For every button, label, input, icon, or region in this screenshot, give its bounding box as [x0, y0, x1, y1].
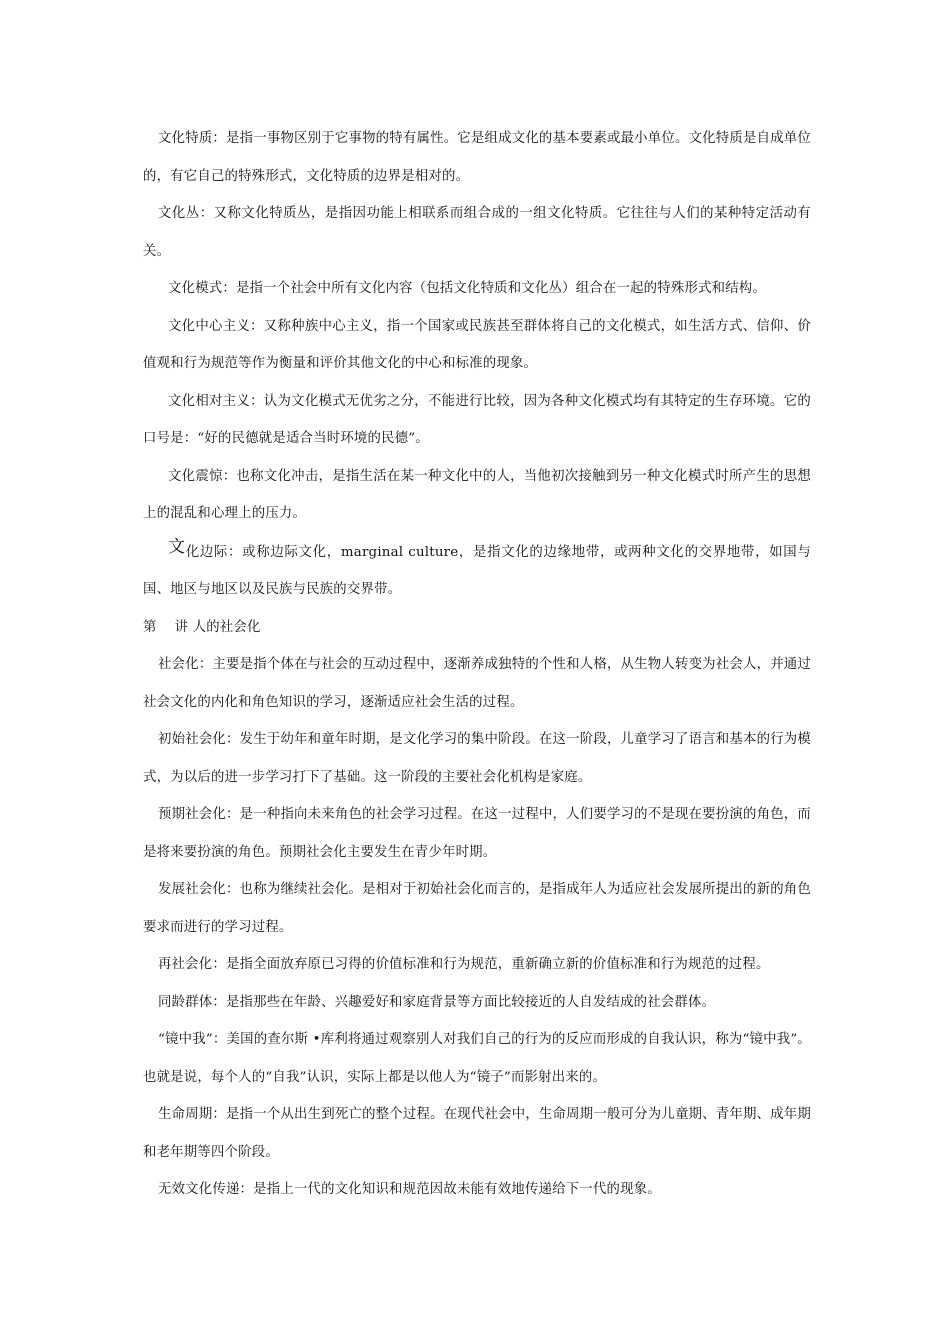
paragraph-culture-shock: 文化震惊：也称文化冲击，是指生活在某一种文化中的人，当他初次接触到另一种文化模式时所产生的思想上的混乱和心理上的压力。 — [143, 468, 811, 521]
paragraph-marginal-culture-text: 化边际：或称边际文化，marginal culture，是指文化的边缘地带，或两种文化的交界地带，如国与国、地区与地区以及民族与民族的交界带。 — [143, 544, 812, 597]
chapter-heading-title: 讲 人的社会化 — [174, 619, 261, 635]
paragraph-marginal-culture — [143, 533, 811, 609]
paragraph-cultural-relativism: 文化相对主义：认为文化模式无优劣之分，不能进行比较，因为各种文化模式均有其特定的生存环境。它的口号是：“好的民德就是适合当时环境的民德”。 — [143, 393, 811, 446]
paragraph-resocialization: 再社会化：是指全面放弃原已习得的价值标准和行为规范，重新确立新的价值标准和行为规范的过程。 — [158, 957, 770, 972]
chapter-heading — [143, 609, 811, 647]
paragraph-culture-complex: 文化丛：又称文化特质丛，是指因功能上相联系而组合成的一组文化特质。它往往与人们的某种特定活动有关。 — [143, 206, 811, 259]
paragraph-socialization: 社会化：主要是指个体在与社会的互动过程中，逐渐养成独特的个性和人格，从生物人转变为社会人，并通过社会文化的内化和角色知识的学习，逐渐适应社会生活的过程。 — [143, 657, 811, 710]
paragraph-developmental-socialization: 发展社会化：也称为继续社会化。是相对于初始社会化而言的，是指成年人为适应社会发展所提出的新的角色要求而进行的学习过程。 — [143, 882, 811, 935]
paragraph-anticipatory-socialization: 预期社会化：是一种指向未来角色的社会学习过程。在这一过程中，人们要学习的不是现在要扮演的角色，而是将来要扮演的角色。预期社会化主要发生在青少年时期。 — [143, 807, 811, 860]
paragraph-ineffective-transmission: 无效文化传递：是指上一代的文化知识和规范因故未能有效地传递给下一代的现象。 — [158, 1182, 661, 1197]
paragraph-peer-group: 同龄群体：是指那些在年龄、兴趣爱好和家庭背景等方面比较接近的人自发结成的社会群体。 — [158, 994, 716, 1010]
paragraph-looking-glass-self: “镜中我”：美国的查尔斯 •库利将通过观察别人对我们自己的行为的反应而形成的自我认识，称为“镜中我”。也就是说，每个人的“自我”认识，实际上都是以他人为“镜子”而影射出来的。 — [143, 1032, 811, 1085]
paragraph-culture-trait: 文化特质：是指一事物区别于它事物的特有属性。它是组成文化的基本要素或最小单位。文化特质是自成单位的，有它自己的特殊形式，文化特质的边界是相对的。 — [143, 131, 811, 184]
paragraph-ethnocentrism: 文化中心主义：又称种族中心主义，指一个国家或民族甚至群体将自己的文化模式，如生活方式、信仰、价值观和行为规范等作为衡量和评价其他文化的中心和标准的现象。 — [143, 318, 811, 371]
paragraph-initial-socialization: 初始社会化：发生于幼年和童年时期，是文化学习的集中阶段。在这一阶段，儿童学习了语言和基本的行为模式，为以后的进一步学习打下了基础。这一阶段的主要社会化机构是家庭。 — [143, 732, 811, 785]
chapter-heading-prefix: 第 — [143, 619, 157, 635]
enlarged-first-char: 文 — [168, 536, 186, 557]
paragraph-life-cycle: 生命周期：是指一个从出生到死亡的整个过程。在现代社会中，生命周期一般可分为儿童期、青年期、成年期和老年期等四个阶段。 — [143, 1107, 811, 1160]
document-body — [143, 120, 811, 1209]
paragraph-culture-pattern: 文化模式：是指一个社会中所有文化内容（包括文化特质和文化丛）组合在一起的特殊形式和结构。 — [168, 281, 766, 296]
